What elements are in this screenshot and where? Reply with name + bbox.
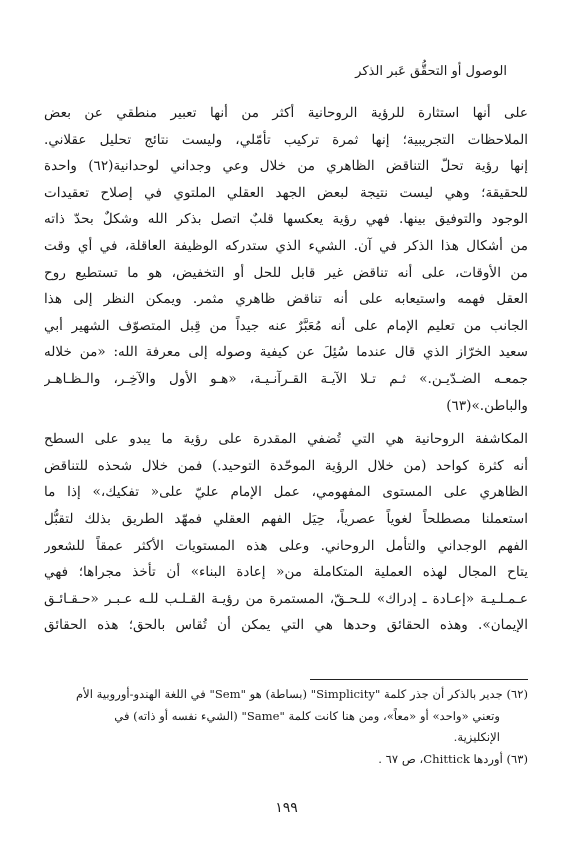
- page-number: ١٩٩: [275, 800, 298, 816]
- text-line: الفهم الوجداني والتأمل الروحاني. وعلى هذه المستويات الأكثر عمقاً للشعور: [44, 537, 528, 554]
- footnote-divider: [310, 679, 528, 680]
- text-line: للحقيقة؛ وهي ليست نتيجة لبعض الجهد العقلي الملتوي في إصلاح تعقيدات: [44, 184, 528, 201]
- footnote-line: (٦٣) أوردها Chittick، ص ٦٧ .: [378, 751, 528, 766]
- text-line: من أشكال هذا الذكر في آن. الشيء الذي ستدركه الوظيفة العاقلة، في أي وقت: [44, 237, 528, 254]
- running-header: الوصول أو التحقُّق عَبر الذكر: [355, 64, 507, 79]
- text-line: يتاح المجال لهذه العملية المتكاملة من« إعادة البناء» أن تأخذ مجراها؛ فهي: [44, 564, 528, 581]
- footnote-line: الإنكليزية.: [453, 730, 500, 744]
- paragraph: [44, 100, 528, 419]
- text-line: من الأوقات، على أنه تناقض غير قابل للحل أو التخفيض، هو ما تستطيع روح: [44, 264, 528, 281]
- main-text: [44, 100, 528, 639]
- text-line: المكاشفة الروحانية هي التي تُضفي المقدرة على رؤية ما يبدو على السطح: [44, 431, 528, 448]
- text-line: استعملنا مصطلحاً لغوياً عصرياً، حِيَل الفهم العقلي فمهّد الطريق بذلك لتقبُّل: [44, 510, 528, 527]
- text-line: الوجود والتوفيق بينها. فهي رؤية يعكسها قلبٌ اتصل بذكر الله وشكلٌ بحدّ ذاته: [44, 211, 528, 228]
- text-line: جمعـه الضـدّيـن.» ثـم تـلا الآيـة القـرآنـيـة، «هـو الأول والآخِـر، والـظـاهـر: [44, 370, 528, 387]
- text-line: أنه كثرة كواحد (من خلال الرؤية الموحّدة التوحيد.) فمن خلال شحذه للتناقض: [44, 457, 528, 474]
- text-line: إنها رؤية تحلّ التناقض الظاهري من خلال وعي وجداني لوحدانية(٦٢) واحدة: [44, 158, 528, 175]
- text-line: الملاحظات التجريبية؛ إنها ثمرة تركيب تأمّلي، وليست نتائج تحليل عقلاني.: [44, 131, 528, 148]
- text-line: الجانب من تعليم الإمام على أنه مُعَبَّرٌ عنه جيداً من قِبل المتصوّف الشهير أبي: [44, 317, 528, 334]
- footnotes: [44, 684, 528, 770]
- text-line: العقل فهمه واستيعابه على أنه تناقض ظاهري مثمر. ويمكن النظر إلى هذا: [44, 291, 528, 308]
- text-line: الإيمان». وهذه الحقائق وحدها هي التي يمكن أن تُقاس بالحق؛ هذه الحقائق: [44, 617, 528, 634]
- paragraph: [44, 426, 528, 639]
- text-line: الظاهري على المستوى المفهومي، عمل الإمام عليّ على« تفكيك،» إذا ما: [44, 484, 528, 501]
- text-line: على أنها استثارة للرؤية الروحانية أكثر من أنها تعبير منطقي عن بعض: [44, 105, 528, 121]
- text-line: عـمـلـيـة «إعـادة ـ إدراك» للـحـقّ، المستمرة من رؤيـة القـلـب للـه عـبـر «حـقـائـق: [44, 590, 528, 607]
- footnote-line: وتعني «واحد» أو «معاً»، ومن هنا كانت كلمة "Same" (الشيء نفسه أو ذاته) في: [114, 708, 500, 723]
- text-line: سعيد الخرّاز الذي قال عندما سُئِلَ عن كيفية وصوله إلى معرفة الله: «من خلاله: [44, 344, 528, 361]
- footnote: [44, 684, 528, 749]
- footnote: [44, 749, 528, 771]
- footnote-line: (٦٢) جدير بالذكر أن جذر كلمة "Simplicity" (بساطة) هو "Sem" في اللغة الهندو-أوروبية الأم: [75, 687, 528, 701]
- text-line: والباطن.»(٦٣): [446, 397, 528, 414]
